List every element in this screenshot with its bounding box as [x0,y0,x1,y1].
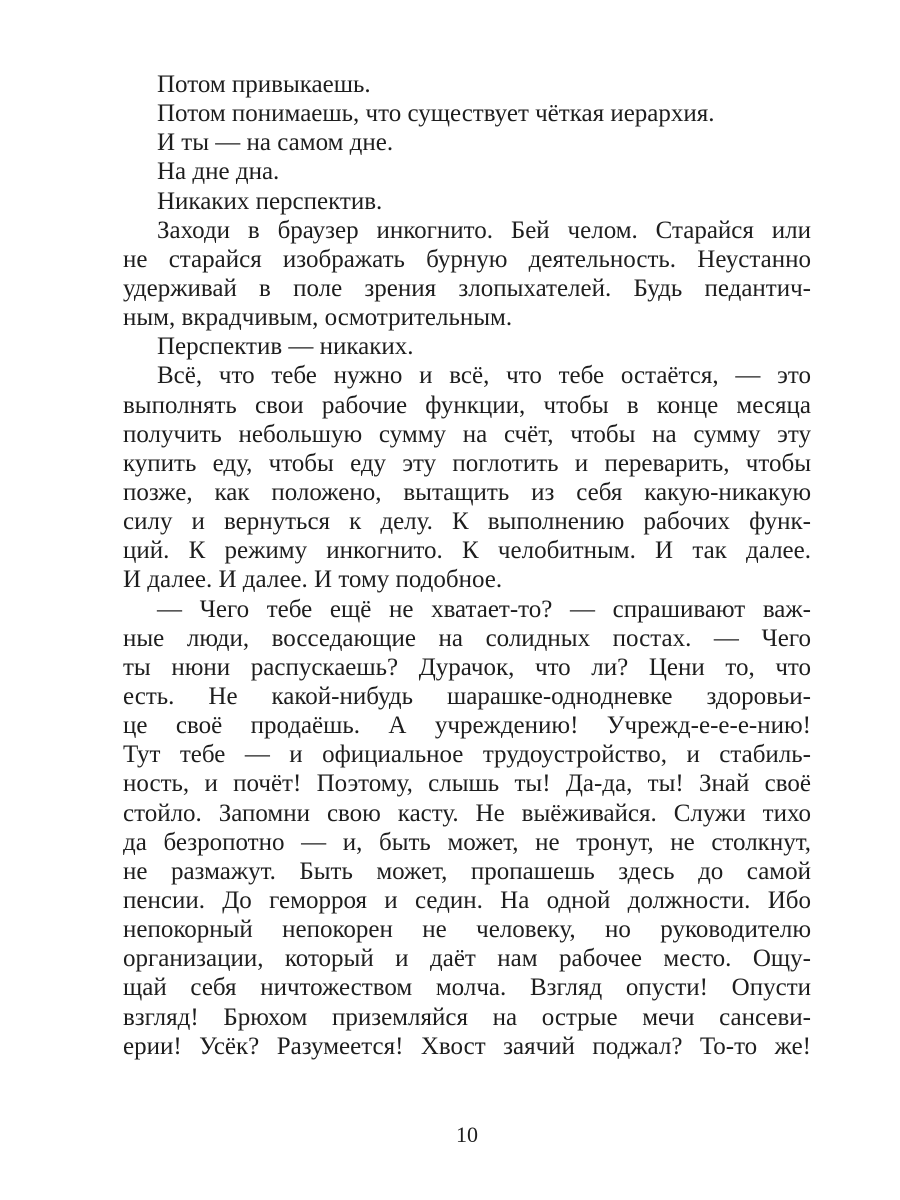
text-line: Всё, что тебе нужно и всё, что тебе остаётся, — это [157,362,811,390]
paragraph [123,99,811,128]
text-line: есть. Не какой-нибудь шарашке-однодневке здоровьи- [123,682,811,710]
text-line: И далее. И далее. И тому подобное. [123,566,503,594]
text-line: Потом привыкаешь. [157,71,371,98]
paragraph [123,332,811,361]
text-line: И ты — на самом дне. [157,129,394,157]
text-line: Никаких перспектив. [157,187,383,215]
text-line: взгляд! Брюхом приземляйся на острые мечи сансеви- [123,1003,811,1031]
paragraph [123,187,811,216]
paragraph [123,361,811,594]
paragraph [123,70,811,99]
page-body-text [123,70,811,1061]
text-line: ным, вкрадчивым, осмотрительным. [123,304,513,332]
text-line: Тут тебе — и официальное трудоустройство, и стабиль- [123,741,811,769]
text-line: непокорный непокорен не человеку, но руководителю [123,916,811,944]
text-line: це своё продаёшь. А учреждению! Учрежд-е-е-е-нию! [123,712,811,740]
text-line: — Чего тебе ещё не хватает-то? — спрашивают важ- [157,595,811,623]
text-line: ные люди, восседающие на солидных постах. — Чего [123,624,811,652]
text-line: На дне дна. [157,158,280,186]
paragraph [123,216,811,333]
text-line: позже, как положено, вытащить из себя какую-никакую [123,478,811,506]
paragraph [123,157,811,186]
text-line: купить еду, чтобы еду эту поглотить и переварить, чтобы [123,449,811,477]
text-line: ность, и почёт! Поэтому, слышь ты! Да-да, ты! Знай своё [123,770,811,798]
text-line: Перспектив — никаких. [157,333,414,361]
text-line: силу и вернуться к делу. К выполнению рабочих функ- [123,508,811,536]
text-line: щай себя ничтожеством молча. Взгляд опусти! Опусти [123,974,811,1002]
text-line: пенсии. До геморроя и седин. На одной должности. Ибо [123,886,811,914]
text-line: не старайся изображать бурную деятельность. Неустанно [123,245,811,273]
page-number: 10 [456,1122,478,1147]
text-line: Заходи в браузер инкогнито. Бей челом. Старайся или [157,216,811,244]
text-line: удерживай в поле зрения злопыхателей. Будь педантич- [123,274,811,302]
paragraph [123,128,811,157]
text-line: не размажут. Быть может, пропашешь здесь до самой [123,857,811,885]
text-line: ций. К режиму инкогнито. К челобитным. И так далее. [123,537,811,565]
text-line: Потом понимаешь, что существует чёткая иерархия. [157,100,715,128]
text-line: получить небольшую сумму на счёт, чтобы на сумму эту [123,420,811,448]
text-line: организации, который и даёт нам рабочее место. Ощу- [123,945,811,973]
text-line: выполнять свои рабочие функции, чтобы в конце месяца [123,391,811,419]
paragraph [123,595,811,1061]
text-line: ерии! Усёк? Разумеется! Хвост заячий поджал? То-то же! [123,1032,811,1060]
text-line: да безропотно — и, быть может, не тронут, не столкнут, [123,828,811,856]
text-line: ты нюни распускаешь? Дурачок, что ли? Цени то, что [123,653,811,681]
text-line: стойло. Запомни свою касту. Не выёживайся. Служи тихо [123,799,811,827]
